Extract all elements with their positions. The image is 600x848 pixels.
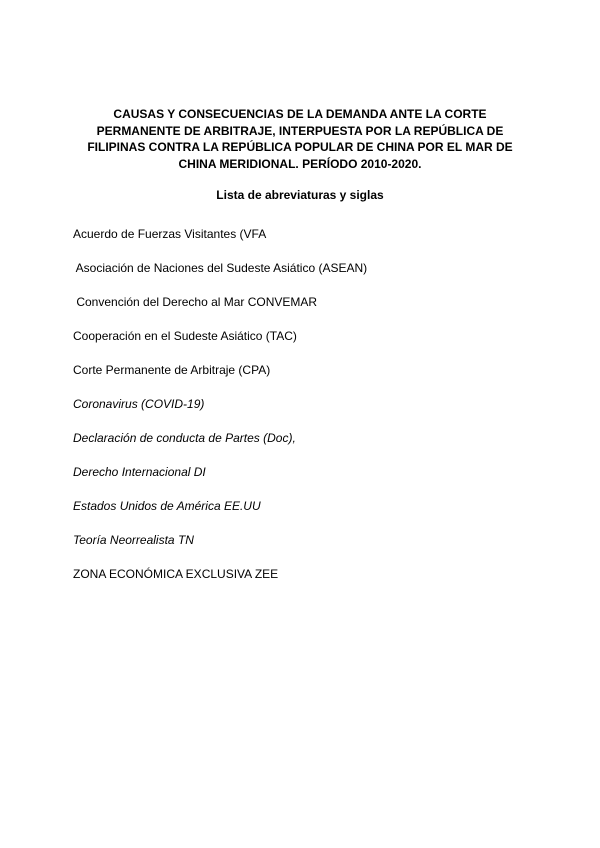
abbreviations-list <box>73 226 533 600</box>
title-line: PERMANENTE DE ARBITRAJE, INTERPUESTA POR LA REPÚBLICA DE <box>96 123 504 138</box>
abbreviation-item: Asociación de Naciones del Sudeste Asiático (ASEAN) <box>73 261 368 275</box>
abbreviation-item: Convención del Derecho al Mar CONVEMAR <box>73 295 318 309</box>
abbreviation-item: Declaración de conducta de Partes (Doc), <box>73 431 296 445</box>
abbreviation-item: Estados Unidos de América EE.UU <box>73 499 261 513</box>
abbreviation-item: Acuerdo de Fuerzas Visitantes (VFA <box>73 227 267 241</box>
abbreviation-item: Teoría Neorrealista TN <box>73 533 194 547</box>
title-line: FILIPINAS CONTRA LA REPÚBLICA POPULAR DE CHINA POR EL MAR DE <box>87 140 513 154</box>
document-title <box>70 106 530 172</box>
section-heading: Lista de abreviaturas y siglas <box>216 188 384 202</box>
abbreviation-item: Cooperación en el Sudeste Asiático (TAC) <box>73 329 297 343</box>
abbreviation-item: Coronavirus (COVID-19) <box>73 397 205 411</box>
abbreviation-item: ZONA ECONÓMICA EXCLUSIVA ZEE <box>73 567 279 581</box>
title-line: CAUSAS Y CONSECUENCIAS DE LA DEMANDA ANTE LA CORTE <box>113 107 487 121</box>
abbreviation-item: Derecho Internacional DI <box>73 465 206 479</box>
abbreviation-item: Corte Permanente de Arbitraje (CPA) <box>73 363 271 377</box>
title-line: CHINA MERIDIONAL. PERÍODO 2010-2020. <box>178 156 422 171</box>
